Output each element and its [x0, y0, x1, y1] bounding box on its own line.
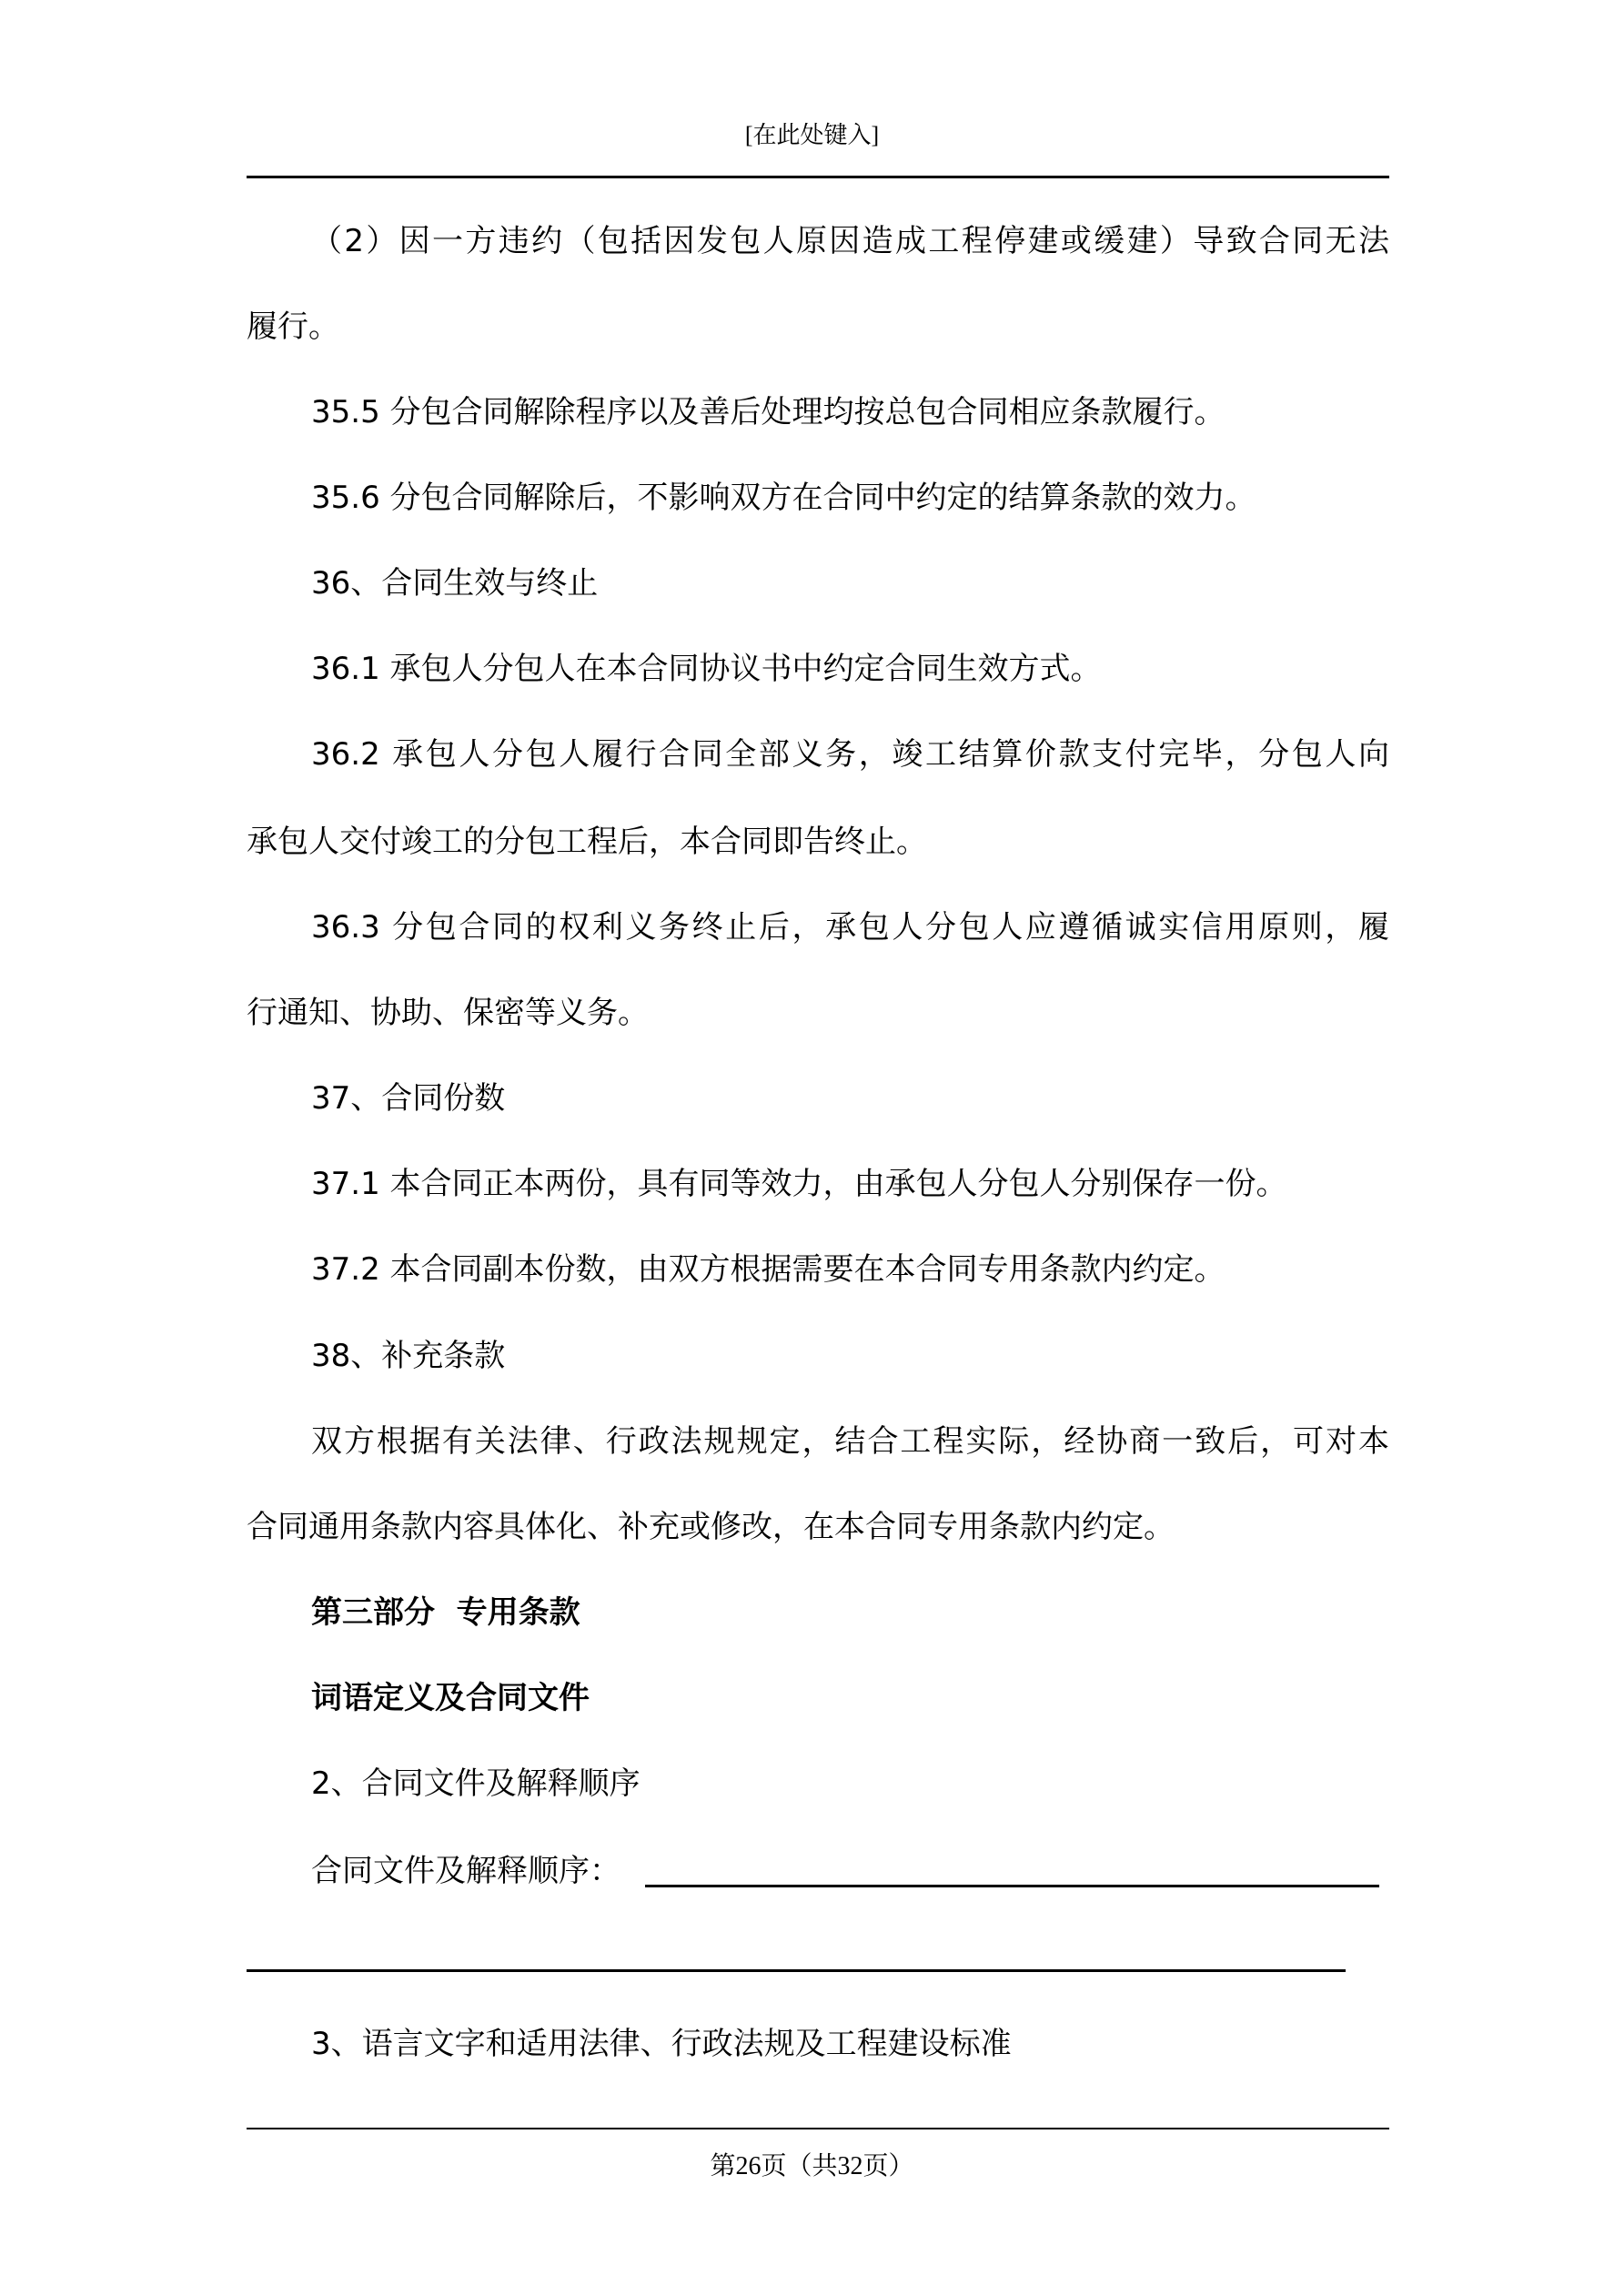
subsection-heading: 词语定义及合同文件	[311, 1680, 590, 1716]
footer-rule	[247, 2128, 1389, 2129]
page-number: 第26页（共32页）	[710, 2152, 914, 2180]
part-heading: 第三部分 专用条款	[311, 1594, 580, 1631]
paragraph-line: 36.1 承包人分包人在本合同协议书中约定合同生效方式。	[311, 651, 1102, 687]
paragraph-line: 36.3 分包合同的权利义务终止后，承包人分包人应遵循诚实信用原则，履	[311, 909, 1389, 946]
paragraph-line: 36.2 承包人分包人履行合同全部义务，竣工结算价款支付完毕，分包人向	[311, 736, 1389, 773]
paragraph-line: 履行。	[247, 308, 339, 345]
header-rule	[247, 176, 1389, 178]
paragraph-line: 37.2 本合同副本份数，由双方根据需要在本合同专用条款内约定。	[311, 1251, 1226, 1288]
paragraph-line: 双方根据有关法律、行政法规规定，结合工程实际，经协商一致后，可对本	[311, 1423, 1389, 1460]
page-header: [在此处键入]	[744, 122, 880, 148]
paragraph-line: 行通知、协助、保密等义务。	[247, 995, 649, 1031]
paragraph-line: （2）因一方违约（包括因发包人原因造成工程停建或缓建）导致合同无法	[311, 223, 1389, 259]
section-heading: 38、补充条款	[311, 1338, 506, 1374]
section-heading: 37、合同份数	[311, 1080, 506, 1117]
section-heading: 3、语言文字和适用法律、行政法规及工程建设标准	[311, 2026, 1012, 2062]
field-label: 合同文件及解释顺序：	[311, 1853, 620, 1889]
blank-fill-line[interactable]	[645, 1885, 1379, 1887]
section-heading: 36、合同生效与终止	[311, 565, 599, 602]
paragraph-line: 35.5 分包合同解除程序以及善后处理均按总包合同相应条款履行。	[311, 394, 1226, 430]
paragraph-line: 35.6 分包合同解除后，不影响双方在合同中约定的结算条款的效力。	[311, 480, 1256, 516]
paragraph-line: 合同通用条款内容具体化、补充或修改，在本合同专用条款内约定。	[247, 1509, 1175, 1545]
paragraph-line: 37.1 本合同正本两份，具有同等效力，由承包人分包人分别保存一份。	[311, 1166, 1287, 1202]
section-heading: 2、合同文件及解释顺序	[311, 1765, 641, 1802]
paragraph-line: 承包人交付竣工的分包工程后，本合同即告终止。	[247, 824, 927, 860]
blank-fill-line[interactable]	[247, 1969, 1346, 1972]
